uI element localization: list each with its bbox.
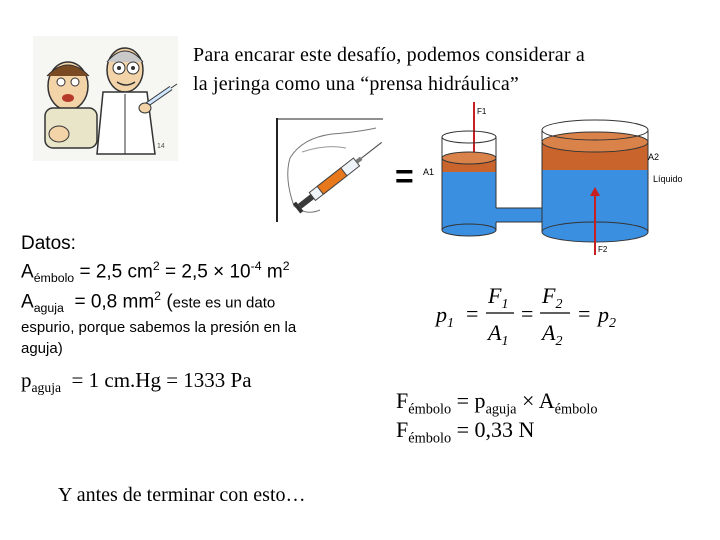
label-liquido: Líquido <box>653 174 683 184</box>
result-force-formula: $F_{émbolo} = p_{aguja} \times A_{émbolo}$ <box>396 388 598 418</box>
title-line-2: la jeringa como una “prensa hidráulica” <box>193 73 519 95</box>
equals-sign: = <box>395 158 414 194</box>
label-a2: A2 <box>648 152 660 162</box>
syringe-image <box>276 118 383 222</box>
svg-text:=: = <box>466 301 479 326</box>
pascal-formula <box>432 278 632 350</box>
a-embolo-line: $A_{émbolo} = 2,5$ $cm^2 = 2,5 \times 10^{-4}$ $m^2$ <box>21 259 290 286</box>
svg-text:=: = <box>578 301 591 326</box>
a-aguja-line: $A_{aguja} = 0,8$ $mm^2$ (este es un dato <box>21 289 276 316</box>
svg-text:=: = <box>521 301 534 326</box>
note-line-2: espurio, porque sabemos la presión en la <box>21 319 297 336</box>
svg-text:p2: $p_2$ <box>598 302 616 331</box>
p-aguja-line: $p_{aguja} = 1$ cm.Hg = 1333 Pa <box>21 368 252 396</box>
svg-text:p1: $p_1$ <box>436 302 454 331</box>
svg-text:F1: $F_1$ <box>488 283 509 312</box>
label-a1: A1 <box>423 167 435 177</box>
note-line-3: aguja) <box>21 340 63 357</box>
result-force-value: $F_{émbolo} = 0,33$ N <box>396 417 535 447</box>
label-f2: F2 <box>598 245 608 254</box>
svg-text:A1: $A_1$ <box>488 320 509 349</box>
doctor-cartoon-image <box>33 36 178 161</box>
closing-text: Y antes de terminar con esto… <box>58 484 306 506</box>
label-f1: F1 <box>477 107 487 116</box>
hydraulic-press-diagram <box>415 100 690 260</box>
datos-label: Datos: <box>21 233 76 254</box>
svg-text:14: 14 <box>157 143 165 150</box>
svg-text:A2: $A_2$ <box>542 320 563 349</box>
syringe-liquid <box>317 168 347 194</box>
slide-title <box>193 41 693 99</box>
title-line-1: Para encarar este desafío, podemos considerar a <box>193 44 585 66</box>
svg-text:F2: $F_2$ <box>542 283 563 312</box>
